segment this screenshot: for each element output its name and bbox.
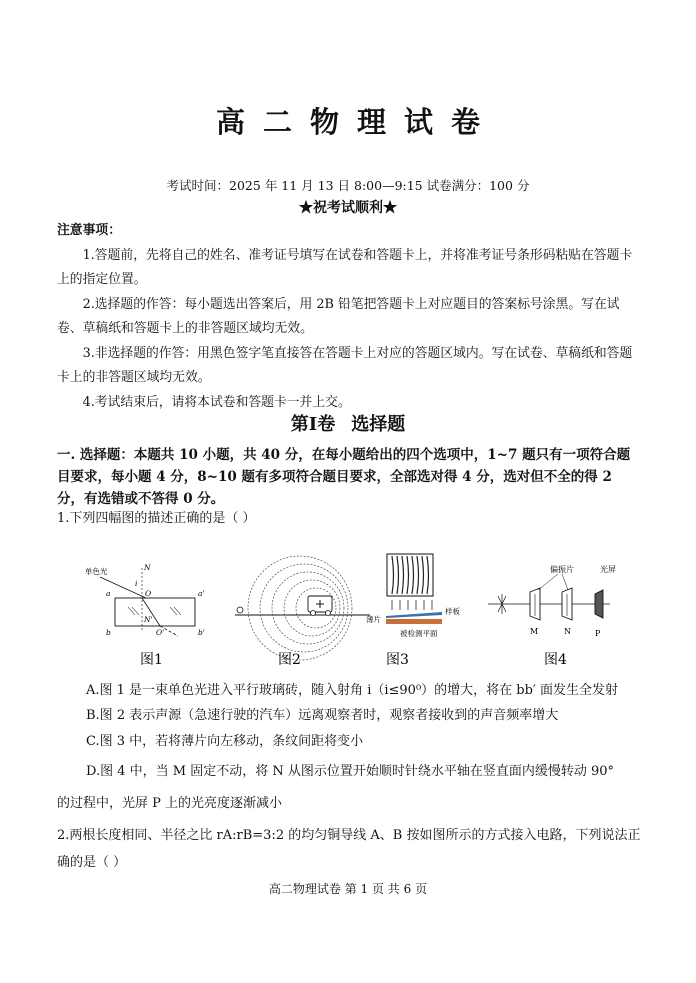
figure-2 (235, 556, 370, 668)
fig1-slab (115, 598, 195, 626)
fig1-N2: N' (144, 615, 153, 624)
page-title: 高二物理试卷 (215, 105, 498, 139)
fig4-screen-P (595, 590, 603, 618)
fig4-M-label: M (530, 627, 539, 636)
option-a: A.图 1 是一束单色光进入平行玻璃砖，随入射角 i（i≤90⁰）的增大，将在 bb′ 面发生全发射 (86, 683, 619, 698)
notes-heading: 注意事项： (57, 223, 121, 238)
fig1-caption: 图1 (140, 652, 163, 668)
fig2-caption: 图2 (278, 652, 301, 668)
fig3-tested-label: 被检测平面 (400, 629, 438, 638)
option-c: C.图 3 中，若将薄片向左移动，条纹间距将变小 (86, 734, 364, 749)
fig1-O: O (145, 589, 152, 598)
question-1-figures (80, 552, 640, 672)
exam-info: 考试时间：2025 年 11 月 13 日 8:00—9:15 试卷满分：100 分 (166, 178, 530, 193)
question-2-stem: 2.两根长度相同、半径之比 rA:rB=3:2 的均匀铜导线 A、B 按如图所示的方式接入电路，下列说法正确的是（ ） (57, 828, 641, 870)
fig1-i: i (135, 579, 138, 588)
figure-1 (85, 563, 205, 668)
fig3-thin-label: 薄片 (366, 615, 381, 624)
notes-block (57, 219, 641, 415)
fig4-screen-label: 光屏 (600, 565, 616, 574)
note-item: 1.答题前，先将自己的姓名、准考证号填写在试卷和答题卡上，并将准考证号条形码粘贴在答题卡上的指定位置。 (57, 247, 633, 287)
figure-3 (366, 554, 460, 668)
fig3-sample-label: 样板 (445, 607, 460, 616)
fig1-a2: a' (198, 589, 205, 598)
question-1-stem: 1.下列四幅图的描述正确的是（ ） (57, 511, 256, 526)
fig4-caption: 图4 (544, 652, 567, 668)
option-d-continued: 的过程中，光屏 P 上的光亮度逐渐减小 (57, 796, 283, 811)
fig4-polarizer-label: 偏振片 (550, 565, 574, 574)
fig1-N: N (144, 563, 151, 572)
fig2-observer-icon (237, 607, 243, 613)
fig3-tested-plane (386, 619, 442, 624)
fig3-sample-plate (386, 612, 442, 618)
wish-line: ★祝考试顺利★ (299, 200, 397, 216)
fig1-light-label: 单色光 (85, 567, 108, 576)
section-heading (0, 410, 696, 436)
note-item: 4.考试结束后，请将本试卷和答题卡一并上交。 (82, 394, 351, 410)
note-item: 2.选择题的作答：每小题选出答案后，用 2B 铅笔把答题卡上对应题目的答案标号涂黑。写在试卷、草稿纸和答题卡上的非答题区域均无效。 (57, 296, 620, 336)
fig3-caption: 图3 (386, 652, 409, 668)
page-footer: 高二物理试卷 第 1 页 共 6 页 (268, 882, 428, 896)
figure-4 (488, 564, 616, 668)
option-d: D.图 4 中，当 M 固定不动，将 N 从图示位置开始顺时针绕水平轴在竖直面内缓慢转动 90° (86, 764, 615, 779)
section-instructions: 一. 选择题：本题共 10 小题，共 40 分，在每小题给出的四个选项中，1~7 题只有一项符合题目要求，每小题 4 分，8~10 题有多项符合题目要求，全部选对得 4 分，选对但不全的得 2 分，有选错或不答得 0 分。 (57, 447, 631, 507)
fig4-N-label: N (564, 627, 571, 636)
note-item: 3.非选择题的作答：用黑色签字笔直接答在答题卡上对应的答题区域内。写在试卷、草稿纸和答题卡上的非答题区域均无效。 (57, 345, 633, 385)
fig1-O2: O' (156, 628, 165, 637)
fig1-b: b (106, 628, 111, 637)
section-name: 选择题 (351, 414, 406, 435)
fig4-P-label: P (595, 629, 601, 638)
fig1-a: a (106, 589, 111, 598)
option-b: B.图 2 表示声源（急速行驶的汽车）远离观察者时，观察者接收到的声音频率增大 (86, 708, 559, 723)
section-part: 第Ⅰ卷 (290, 414, 336, 435)
fig1-b2: b' (198, 628, 205, 637)
